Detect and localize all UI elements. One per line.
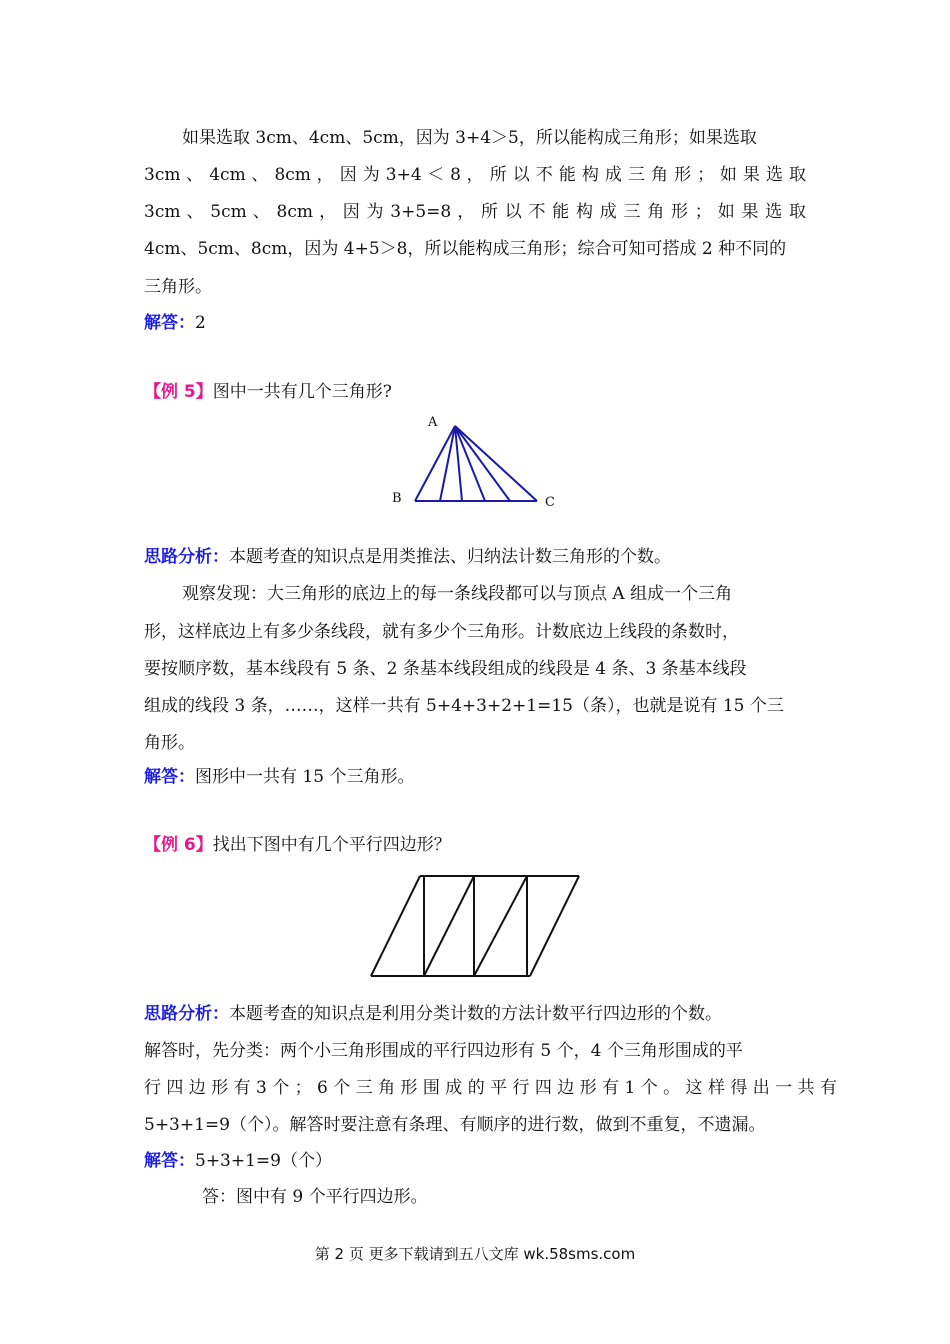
example-5-answer (144, 766, 806, 788)
parallelogram-lines (371, 876, 579, 976)
example-6-final: 答：图中有 9 个平行四边形。 (202, 1187, 428, 1207)
ex6-line-1: 解答时，先分类：两个小三角形围成的平行四边形有 5 个，4 个三角形围成的平 (144, 1041, 743, 1061)
obs-line-1: 观察发现：大三角形的底边上的每一条线段都可以与顶点 A 组成一个三角 (182, 584, 733, 604)
triangle-side-ac (455, 426, 537, 501)
example-6-tag: 【例 6】 (144, 835, 213, 855)
analysis-label: 思路分析： (144, 547, 229, 567)
example-5-tag: 【例 5】 (144, 382, 213, 402)
page-footer: 第 2 页 更多下载请到五八文库 wk.58sms.com (314, 1245, 636, 1263)
triangle-side-ab (415, 426, 455, 501)
analysis-text: 本题考查的知识点是利用分类计数的方法计数平行四边形的个数。 (229, 1004, 722, 1024)
parallelogram-figure (365, 870, 585, 982)
example-5-question: 图中一共有几个三角形? (212, 382, 392, 402)
triangle-figure (385, 410, 565, 520)
vertex-a-label: A (428, 415, 438, 430)
triangle-lines (415, 426, 537, 501)
vertex-b-label: B (392, 491, 402, 506)
para1-line-2: 3cm 、 4cm 、 8cm ， 因 为 3+4 ＜ 8 ， 所 以 不 能 构 成 三 角 形 ； 如 果 选 取 (144, 165, 806, 185)
answer-label: 解答： (144, 767, 195, 787)
vertex-c-label: C (545, 495, 555, 510)
analysis-text: 本题考查的知识点是用类推法、归纳法计数三角形的个数。 (229, 547, 671, 567)
para1-line-1: 如果选取 3cm、4cm、5cm，因为 3+4＞5，所以能构成三角形；如果选取 (182, 128, 757, 148)
diagonal-segment (424, 876, 474, 976)
para1-line-4: 4cm、5cm、8cm，因为 4+5＞8，所以能构成三角形；综合可知可搭成 2 种不同的 (144, 239, 787, 259)
answer-label: 解答： (144, 1151, 195, 1171)
answer-1 (144, 312, 806, 334)
left-edge (371, 876, 420, 976)
answer-text: 2 (195, 313, 206, 333)
example-5-heading (144, 381, 806, 403)
diagonal-segment (474, 876, 527, 976)
example-6-answer (144, 1150, 806, 1172)
obs-line-4: 组成的线段 3 条，……，这样一共有 5+4+3+2+1=15（条），也就是说有 15 个三 (144, 696, 784, 716)
analysis-label: 思路分析： (144, 1004, 229, 1024)
obs-line-5: 角形。 (144, 733, 195, 753)
ex6-line-3: 5+3+1=9（个）。解答时要注意有条理、有顺序的进行数，做到不重复，不遗漏。 (144, 1115, 766, 1135)
obs-line-3: 要按顺序数，基本线段有 5 条、2 条基本线段组成的线段是 4 条、3 条基本线段 (144, 659, 747, 679)
example-5-analysis (144, 546, 806, 568)
para1-line-3: 3cm 、 5cm 、 8cm ， 因 为 3+5=8 ， 所 以 不 能 构 成 三 角 形 ； 如 果 选 取 (144, 202, 807, 222)
ex6-line-2: 行 四 边 形 有 3 个 ； 6 个 三 角 形 围 成 的 平 行 四 边 形 有 1 个 。 这 样 得 出 一 共 有 (144, 1078, 837, 1098)
obs-line-2: 形，这样底边上有多少条线段，就有多少个三角形。计数底边上线段的条数时， (144, 622, 739, 642)
example-6-analysis (144, 1003, 806, 1025)
example-6-question: 找出下图中有几个平行四边形？ (212, 835, 451, 855)
example-6-heading (144, 834, 806, 856)
answer-text: 图形中一共有 15 个三角形。 (195, 767, 415, 787)
para1-line-5: 三角形。 (144, 277, 212, 297)
answer-label: 解答： (144, 313, 195, 333)
right-edge (530, 876, 579, 976)
answer-text: 5+3+1=9（个） (195, 1151, 332, 1171)
triangle-segment (455, 426, 510, 501)
triangle-segment (440, 426, 455, 501)
